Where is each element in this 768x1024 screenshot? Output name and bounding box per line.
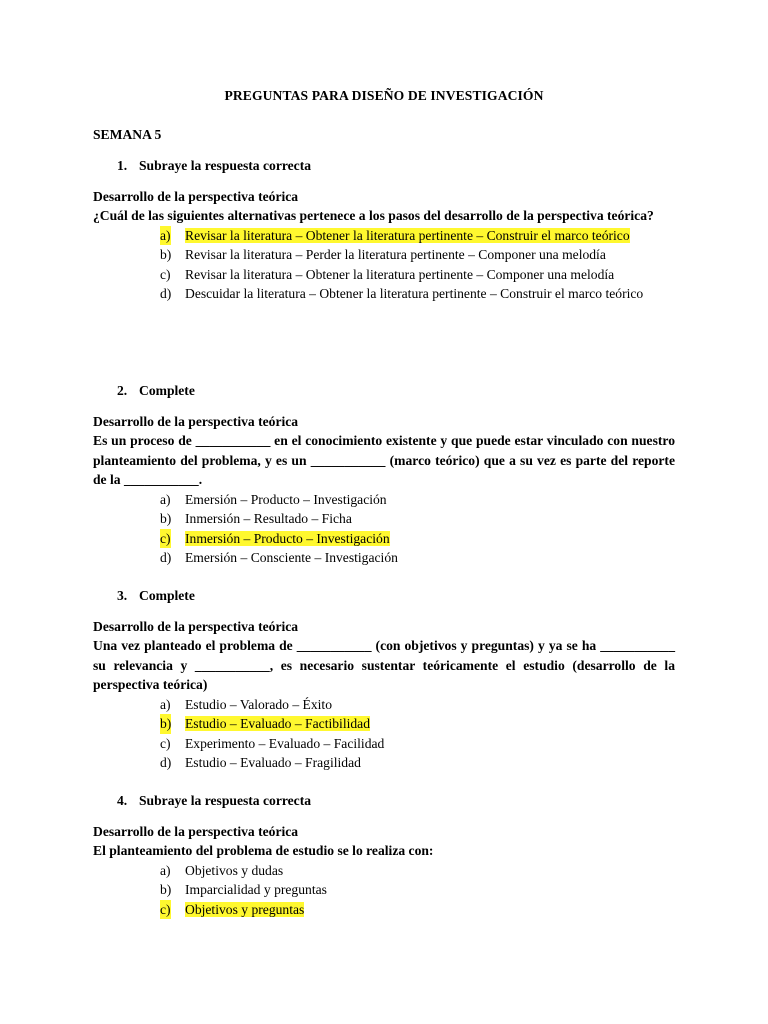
answer-option[interactable]	[93, 861, 675, 881]
question-instruction: Subraye la respuesta correcta	[139, 793, 312, 808]
question-3	[93, 586, 675, 773]
answer-options	[93, 226, 675, 304]
question-topic: Desarrollo de la perspectiva teórica	[93, 823, 299, 839]
option-text: Objetivos y dudas	[185, 862, 284, 878]
answer-option[interactable]	[93, 265, 675, 285]
answer-option[interactable]	[93, 490, 675, 510]
question-topic: Desarrollo de la perspectiva teórica	[93, 618, 299, 634]
option-letter: b)	[160, 247, 172, 262]
answer-option[interactable]	[93, 714, 675, 734]
option-letter: a)	[160, 696, 171, 712]
option-letter: c)	[160, 900, 171, 920]
answer-option[interactable]	[93, 529, 675, 549]
question-1	[93, 156, 675, 304]
question-instruction: Subraye la respuesta correcta	[139, 158, 312, 173]
option-text: Descuidar la literatura – Obtener la literatura pertinente – Construir el marco teórico	[185, 286, 644, 301]
option-letter: b)	[160, 882, 172, 897]
question-2	[93, 381, 675, 568]
answer-option[interactable]	[93, 900, 675, 920]
question-topic: Desarrollo de la perspectiva teórica	[93, 413, 299, 429]
option-letter: c)	[160, 529, 171, 549]
option-text: Inmersión – Producto – Investigación	[185, 530, 390, 546]
answer-options	[93, 861, 675, 920]
answer-option[interactable]	[93, 226, 675, 246]
week-heading: SEMANA 5	[93, 127, 162, 142]
option-letter: a)	[160, 491, 171, 507]
option-letter: d)	[160, 755, 172, 770]
option-letter: d)	[160, 286, 172, 301]
answer-option[interactable]	[93, 880, 675, 900]
answer-option[interactable]	[93, 695, 675, 715]
answer-options	[93, 695, 675, 773]
answer-options	[93, 490, 675, 568]
question-heading	[117, 381, 675, 401]
option-text: Revisar la literatura – Obtener la literatura pertinente – Componer una melodía	[185, 266, 615, 282]
question-number: 4.	[117, 793, 128, 808]
option-text: Objetivos y preguntas	[185, 901, 305, 917]
option-letter: b)	[160, 511, 172, 526]
option-text: Imparcialidad y preguntas	[185, 882, 327, 897]
answer-option[interactable]	[93, 284, 675, 304]
question-number: 2.	[117, 383, 128, 398]
option-text: Estudio – Evaluado – Fragilidad	[185, 755, 361, 770]
question-4	[93, 791, 675, 919]
question-stem: ¿Cuál de las siguientes alternativas pertenece a los pasos del desarrollo de la perspectiva teórica?	[93, 208, 654, 223]
answer-option[interactable]	[93, 548, 675, 568]
option-letter: c)	[160, 735, 171, 751]
option-letter: c)	[160, 266, 171, 282]
option-text: Estudio – Evaluado – Factibilidad	[185, 716, 370, 731]
option-letter: a)	[160, 226, 171, 246]
option-text: Emersión – Consciente – Investigación	[185, 550, 398, 565]
option-text: Inmersión – Resultado – Ficha	[185, 511, 352, 526]
option-letter: b)	[160, 714, 171, 734]
option-text: Revisar la literatura – Obtener la literatura pertinente – Construir el marco teórico	[185, 227, 630, 243]
option-text: Experimento – Evaluado – Facilidad	[185, 735, 385, 751]
question-heading	[117, 156, 675, 176]
question-stem: Es un proceso de ___________ en el conocimiento existente y que puede estar vinculado con nuestro planteamiento del problema, y es un ___________ (marco teórico) que a su vez es parte del reporte de la ___________.	[93, 433, 675, 487]
answer-option[interactable]	[93, 734, 675, 754]
option-text: Emersión – Producto – Investigación	[185, 491, 387, 507]
question-instruction: Complete	[139, 383, 195, 398]
question-topic: Desarrollo de la perspectiva teórica	[93, 188, 299, 204]
question-heading	[117, 791, 675, 811]
document-title: PREGUNTAS PARA DISEÑO DE INVESTIGACIÓN	[224, 88, 544, 103]
answer-option[interactable]	[93, 245, 675, 265]
question-instruction: Complete	[139, 588, 195, 603]
question-number: 1.	[117, 158, 128, 173]
option-letter: a)	[160, 862, 171, 878]
question-heading	[117, 586, 675, 606]
option-text: Estudio – Valorado – Éxito	[185, 696, 333, 712]
answer-option[interactable]	[93, 753, 675, 773]
option-text: Revisar la literatura – Perder la literatura pertinente – Componer una melodía	[185, 247, 606, 262]
question-number: 3.	[117, 588, 128, 603]
option-letter: d)	[160, 550, 172, 565]
question-stem: Una vez planteado el problema de ___________ (con objetivos y preguntas) y ya se ha ___________ su relevancia y ___________, es necesario sustentar teóricamente el estudio (desarrollo de la perspectiva teórica)	[93, 638, 675, 692]
question-stem: El planteamiento del problema de estudio se lo realiza con:	[93, 843, 434, 858]
answer-option[interactable]	[93, 509, 675, 529]
